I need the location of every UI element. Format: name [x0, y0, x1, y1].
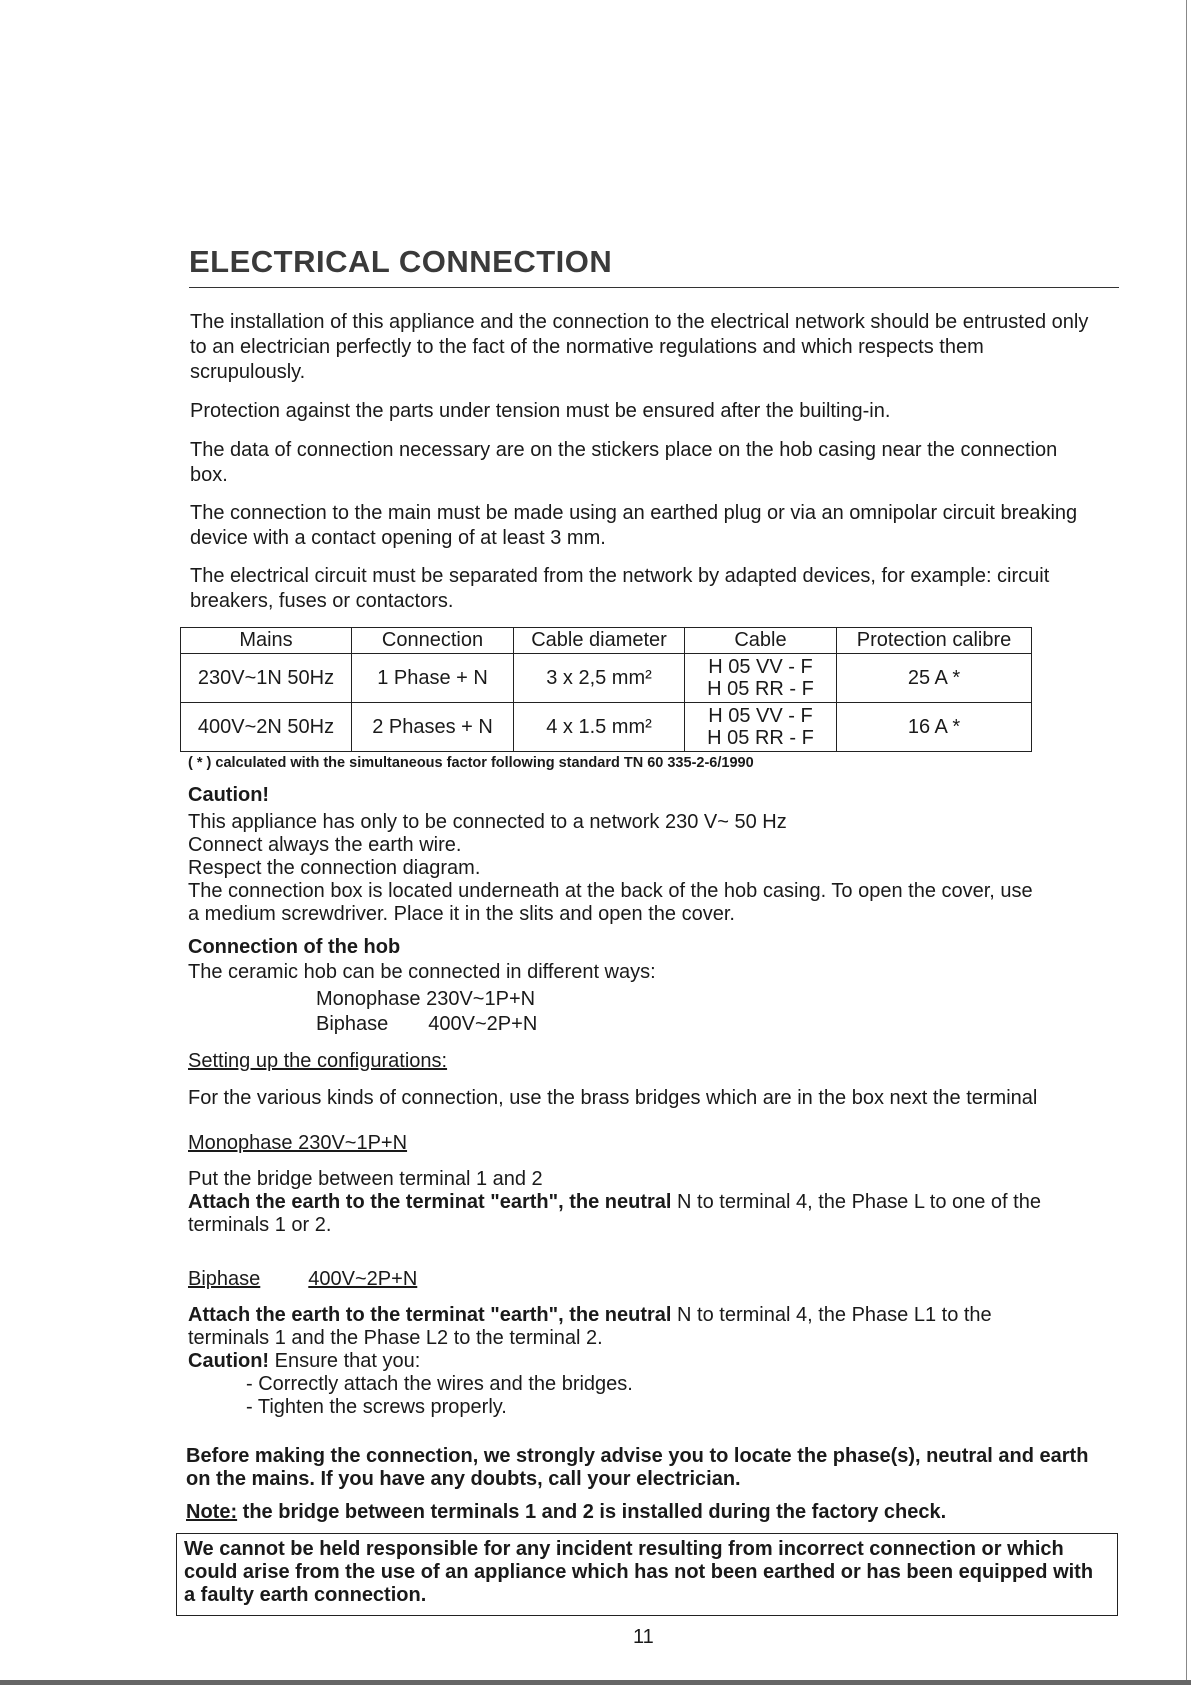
table-row: [181, 703, 1032, 752]
header-connection: Connection: [352, 628, 514, 654]
monophase-heading: Monophase 230V~1P+N: [188, 1132, 408, 1154]
intro-paragraph-2: Protection against the parts under tension must be ensured after the builting-in.: [190, 400, 891, 422]
table-row: [181, 654, 1032, 703]
hob-intro: The ceramic hob can be connected in different ways:: [188, 961, 656, 983]
note: [186, 1501, 946, 1524]
cell-mains: 400V~2N 50Hz: [181, 703, 352, 752]
biphase-instructions: Attach the earth to the terminat "earth", the neutral N to terminal 4, the Phase L1 to the terminals 1 and the Phase L2 to the terminal 2. Caution! Ensure that you: - Correctly attach the wires and the bridges. - Tighten the screws properly.: [188, 1304, 992, 1418]
cell-connection: 1 Phase + N: [352, 654, 514, 703]
cell-cable: H 05 VV - F H 05 RR - F: [685, 654, 837, 703]
cell-diameter: 4 x 1.5 mm²: [514, 703, 685, 752]
intro-paragraph-5: The electrical circuit must be separated from the network by adapted devices, for example: circuit breakers, fuses or contactors.: [190, 565, 1050, 612]
setup-text: For the various kinds of connection, use the brass bridges which are in the box next the terminal: [188, 1087, 1038, 1109]
cell-protection: 25 A *: [837, 654, 1032, 703]
biphase-heading: Biphase 400V~2P+N: [188, 1268, 418, 1290]
advice-text: Before making the connection, we strongly advise you to locate the phase(s), neutral and earth on the mains. If you have any doubts, call your electrician.: [186, 1445, 1089, 1490]
setup-heading: Setting up the configurations:: [188, 1050, 448, 1072]
caution-line: Connect always the earth wire.: [188, 834, 462, 856]
table-footnote: ( * ) calculated with the simultaneous factor following standard TN 60 335-2-6/1990: [188, 755, 754, 771]
biphase-item: - Correctly attach the wires and the bridges.: [246, 1373, 633, 1395]
disclaimer-text: We cannot be held responsible for any incident resulting from incorrect connection or which could arise from the use of an appliance which has not been earthed or has been equipped with a faulty earth connection.: [184, 1538, 1094, 1606]
caution-lines: [188, 811, 1033, 926]
hob-biphase: Biphase 400V~2P+N: [316, 1013, 538, 1035]
cell-protection: 16 A *: [837, 703, 1032, 752]
cell-cable: H 05 VV - F H 05 RR - F: [685, 703, 837, 752]
connection-table: [180, 627, 1032, 752]
header-mains: Mains: [181, 628, 352, 654]
intro-paragraph-3: The data of connection necessary are on the stickers place on the hob casing near the connection box.: [190, 439, 1058, 486]
header-cable: Cable: [685, 628, 837, 654]
caution-line: a medium screwdriver. Place it in the slits and open the cover.: [188, 903, 735, 925]
intro-paragraph-4: The connection to the main must be made using an earthed plug or via an omnipolar circuit breaking device with a contact opening of at least 3 mm.: [190, 502, 1078, 549]
page-number: 11: [633, 1626, 654, 1648]
header-protection: Protection calibre: [837, 628, 1032, 654]
intro-paragraph-1: The installation of this appliance and the connection to the electrical network should be entrusted only to an electrician perfectly to the fact of the normative regulations and which respects them scrupulously.: [190, 311, 1089, 383]
note-text: the bridge between terminals 1 and 2 is installed during the factory check.: [237, 1501, 947, 1523]
title-rule: [189, 287, 1119, 288]
hob-monophase: Monophase 230V~1P+N: [316, 988, 536, 1010]
hob-heading: Connection of the hob: [188, 936, 401, 958]
page-title: ELECTRICAL CONNECTION: [189, 244, 613, 279]
monophase-instructions: Put the bridge between terminal 1 and 2 Attach the earth to the terminat "earth", the neutral N to terminal 4, the Phase L to one of the terminals 1 or 2.: [188, 1168, 1041, 1236]
caution-line: Respect the connection diagram.: [188, 857, 481, 879]
scan-bottom-edge: [0, 1680, 1191, 1685]
biphase-item: - Tighten the screws properly.: [246, 1396, 507, 1418]
caution-line: The connection box is located underneath at the back of the hob casing. To open the cover, use: [188, 880, 1033, 902]
cell-diameter: 3 x 2,5 mm²: [514, 654, 685, 703]
caution-heading: Caution!: [188, 784, 270, 806]
note-label: Note:: [186, 1501, 238, 1523]
table-header-row: [181, 628, 1032, 654]
cell-connection: 2 Phases + N: [352, 703, 514, 752]
header-cable-diameter: Cable diameter: [514, 628, 685, 654]
cell-mains: 230V~1N 50Hz: [181, 654, 352, 703]
caution-line: This appliance has only to be connected to a network 230 V~ 50 Hz: [188, 811, 787, 833]
scan-right-edge: [1186, 0, 1187, 1685]
